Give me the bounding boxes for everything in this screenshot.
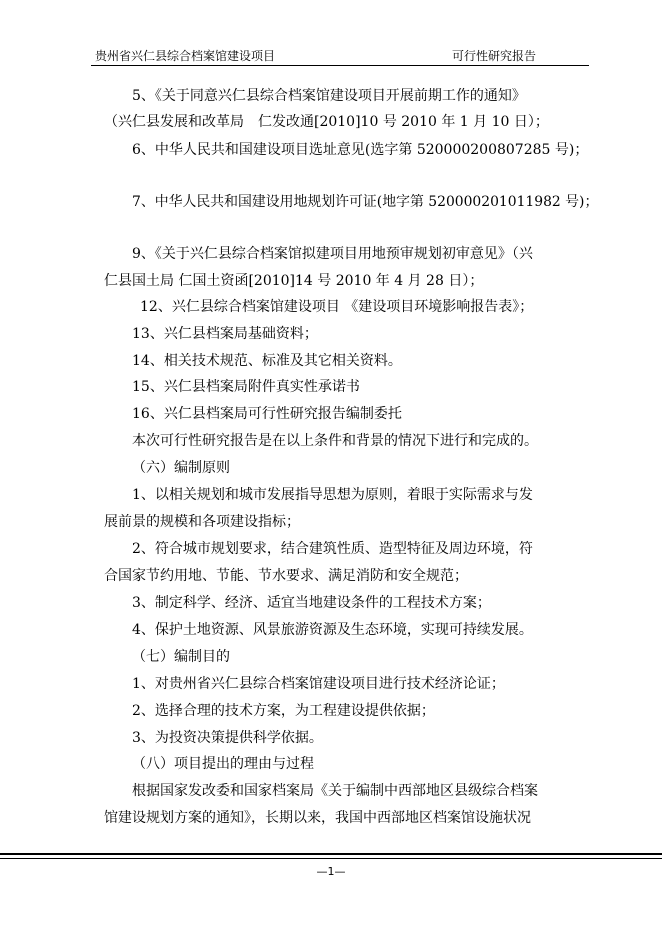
text-line: 14、相关技术规范、标准及其它相关资料。 [132, 353, 402, 369]
text-line: 2、选择合理的技术方案，为工程建设提供依据； [132, 703, 435, 719]
text-line: 1、以相关规划和城市发展指导思想为原则，着眼于实际需求与发 [132, 487, 533, 503]
header-report-title: 可行性研究报告 [452, 49, 537, 63]
text-line: 7、中华人民共和国建设用地规划许可证(地字第 520000201011982 号)； [132, 194, 599, 210]
footer-divider-thick [0, 853, 662, 855]
text-line: 4、保护土地资源、风景旅游资源及生态环境，实现可持续发展。 [132, 622, 533, 638]
text-line: 6、中华人民共和国建设项目选址意见(选字第 520000200807285 号)； [132, 142, 589, 158]
header-project-title: 贵州省兴仁县综合档案馆建设项目 [95, 49, 276, 63]
text-line: 合国家节约用地、节能、节水要求、满足消防和安全规范； [104, 568, 468, 584]
section-heading: （六）编制原则 [132, 460, 230, 476]
text-line: 2、符合城市规划要求，结合建筑性质、造型特征及周边环境，符 [132, 541, 533, 557]
text-line: （兴仁县发展和改革局 仁发改通[2010]10 号 2010 年 1 月 10 日）； [104, 114, 549, 130]
header-divider [91, 65, 589, 66]
section-heading: （八）项目提出的理由与过程 [132, 756, 314, 772]
text-line: 13、兴仁县档案局基础资料； [132, 326, 318, 342]
text-line: 15、兴仁县档案局附件真实性承诺书 [132, 379, 360, 395]
text-line: 3、为投资决策提供科学依据。 [132, 730, 323, 746]
text-line: 根据国家发改委和国家档案局《关于编制中西部地区县级综合档案 [132, 783, 538, 799]
text-line: 16、兴仁县档案局可行性研究报告编制委托 [132, 406, 402, 422]
text-line: 本次可行性研究报告是在以上条件和背景的情况下进行和完成的。 [132, 433, 538, 449]
text-line: 12、兴仁县综合档案馆建设项目 《建设项目环境影响报告表》； [140, 299, 534, 315]
page-number: —1— [316, 865, 346, 878]
text-line: 仁县国土局 仁国土资函[2010]14 号 2010 年 4 月 28 日）； [104, 273, 484, 289]
text-line: 5、《关于同意兴仁县综合档案馆建设项目开展前期工作的通知》 [132, 88, 526, 104]
text-line: 展前景的规模和各项建设指标； [104, 514, 300, 530]
text-line: 1、对贵州省兴仁县综合档案馆建设项目进行技术经济论证； [132, 676, 505, 692]
text-line: 3、制定科学、经济、适宜当地建设条件的工程技术方案； [132, 595, 491, 611]
footer-divider-thin [0, 858, 662, 859]
text-line: 9、《关于兴仁县综合档案馆拟建项目用地预审规划初审意见》（兴 [132, 246, 533, 262]
text-line: 馆建设规划方案的通知》，长期以来，我国中西部地区档案馆设施状况 [104, 810, 531, 826]
section-heading: （七）编制目的 [132, 649, 230, 665]
